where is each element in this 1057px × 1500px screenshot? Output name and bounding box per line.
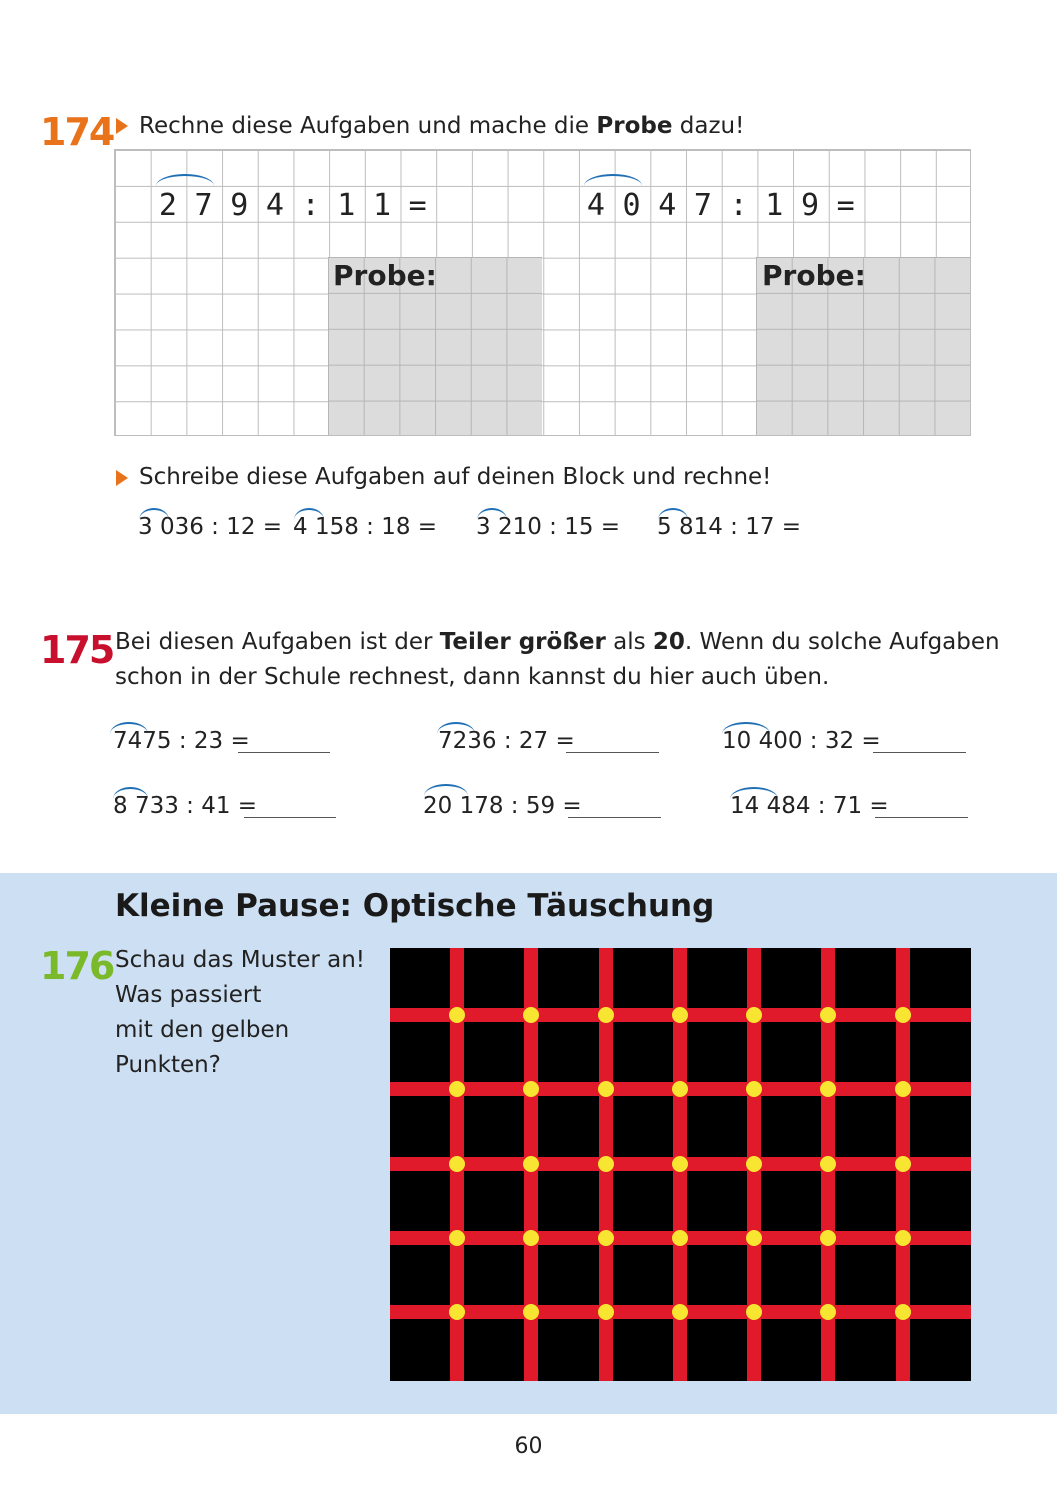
grid-operator: : (729, 188, 748, 223)
grid-digit: 4 (265, 188, 284, 223)
yellow-dot (820, 1230, 836, 1246)
yellow-dot (449, 1230, 465, 1246)
answer-line[interactable] (244, 817, 336, 818)
grid-digit: 0 (622, 188, 641, 223)
yellow-dot (820, 1007, 836, 1023)
task-number-175: 175 (40, 628, 114, 672)
yellow-dot (523, 1081, 539, 1097)
exercise: 7475 : 23 = (113, 728, 250, 754)
grid-operator: : (301, 188, 320, 223)
yellow-dot (895, 1007, 911, 1023)
yellow-dot (523, 1304, 539, 1320)
exercise: 20 178 : 59 = (423, 793, 582, 819)
exercise: 7236 : 27 = (438, 728, 575, 754)
exercise: 5 814 : 17 = (657, 514, 802, 540)
bullet-arrow-icon (116, 118, 128, 134)
grid-digit: 1 (765, 188, 784, 223)
answer-line[interactable] (873, 752, 966, 753)
yellow-dot (746, 1081, 762, 1097)
yellow-dot (598, 1007, 614, 1023)
yellow-dot (672, 1156, 688, 1172)
grid-digit: 4 (586, 188, 605, 223)
yellow-dot (746, 1304, 762, 1320)
task-176-text (115, 943, 365, 1083)
task-174-instruction: Rechne diese Aufgaben und mache die Probe dazu! (139, 113, 745, 139)
probe-label-1: Probe: (333, 259, 437, 292)
yellow-dot (598, 1081, 614, 1097)
yellow-dot (523, 1007, 539, 1023)
yellow-dot (672, 1304, 688, 1320)
yellow-dot (672, 1081, 688, 1097)
exercise: 14 484 : 71 = (730, 793, 889, 819)
pause-heading: Kleine Pause: Optische Täuschung (115, 888, 715, 924)
grid-digit: 9 (230, 188, 249, 223)
yellow-dot (449, 1156, 465, 1172)
grid-digit: 9 (800, 188, 819, 223)
yellow-dot (895, 1304, 911, 1320)
task-number-174: 174 (40, 110, 114, 154)
yellow-dot (895, 1230, 911, 1246)
bullet-arrow-icon (116, 470, 128, 486)
problem-2 (578, 188, 864, 224)
task-176-line: Schau das Muster an! (115, 947, 366, 973)
exercise: 4 158 : 18 = (293, 514, 438, 540)
yellow-dot (449, 1007, 465, 1023)
page-number: 60 (514, 1434, 543, 1459)
yellow-dot (598, 1230, 614, 1246)
yellow-dot (820, 1081, 836, 1097)
yellow-dot (672, 1007, 688, 1023)
yellow-dot (598, 1156, 614, 1172)
yellow-dot (895, 1156, 911, 1172)
yellow-dot (820, 1304, 836, 1320)
task-176-line: Was passiert (115, 982, 262, 1008)
answer-line[interactable] (568, 817, 661, 818)
yellow-dot (895, 1081, 911, 1097)
yellow-dot (598, 1304, 614, 1320)
yellow-dot (523, 1156, 539, 1172)
task-174-instruction-2: Schreibe diese Aufgaben auf deinen Block und rechne! (139, 464, 772, 490)
yellow-dot (449, 1081, 465, 1097)
exercise: 3 210 : 15 = (476, 514, 621, 540)
grid-digit: 4 (658, 188, 677, 223)
grid-digit: 7 (693, 188, 712, 223)
grid-operator: = (408, 188, 427, 223)
task-175-text: Bei diesen Aufgaben ist der Teiler größer als 20. Wenn du solche Aufgaben schon in der Schule rechnest, dann kannst du hier auch üben. (115, 629, 1000, 690)
answer-line[interactable] (875, 817, 968, 818)
answer-line[interactable] (566, 752, 659, 753)
yellow-dot (523, 1230, 539, 1246)
exercise: 8 733 : 41 = (113, 793, 258, 819)
grid-operator: = (836, 188, 855, 223)
task-number-176: 176 (40, 944, 114, 988)
yellow-dot (820, 1156, 836, 1172)
yellow-dot (746, 1230, 762, 1246)
answer-line[interactable] (238, 752, 330, 753)
task-176-line: mit den gelben (115, 1017, 290, 1043)
yellow-dot (672, 1230, 688, 1246)
yellow-dot (449, 1304, 465, 1320)
problem-1 (150, 188, 436, 224)
yellow-dot (746, 1007, 762, 1023)
grid-digit: 1 (337, 188, 356, 223)
exercise: 3 036 : 12 = (138, 514, 283, 540)
probe-label-2: Probe: (762, 259, 866, 292)
optical-illusion-grid (390, 948, 971, 1381)
grid-digit: 2 (158, 188, 177, 223)
exercise: 10 400 : 32 = (722, 728, 881, 754)
grid-digit: 1 (372, 188, 391, 223)
illusion-svg (390, 948, 971, 1381)
grid-digit: 7 (194, 188, 213, 223)
yellow-dot (746, 1156, 762, 1172)
task-176-line: Punkten? (115, 1052, 221, 1078)
